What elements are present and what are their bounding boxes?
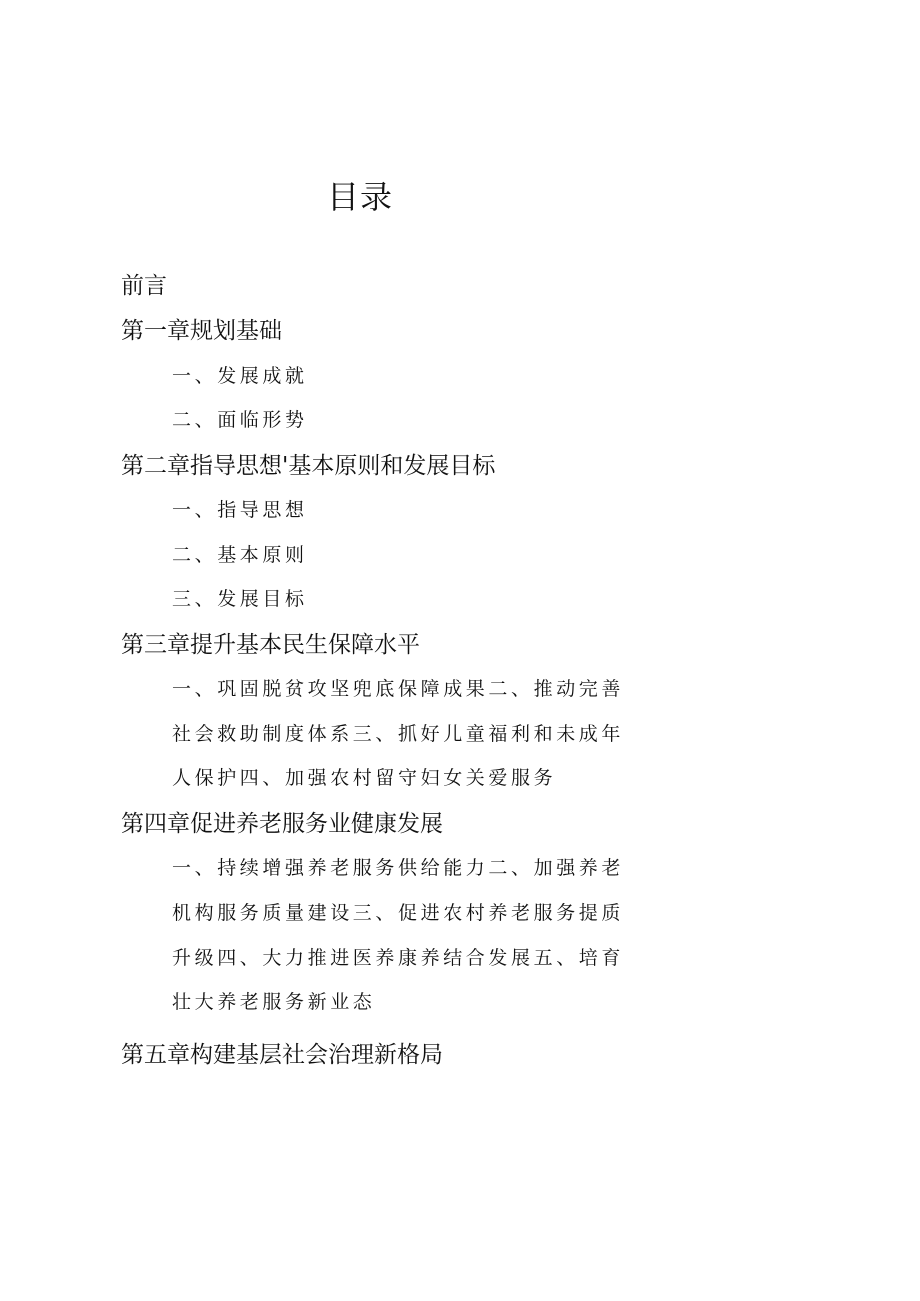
chapter-2-item: 三、发展目标 — [172, 588, 308, 610]
chapter-4-line: 壮大养老服务新业态 — [172, 991, 376, 1013]
chapter-2-item: 一、指导思想 — [172, 499, 308, 521]
chapter-2-title: 第二章指导思想'基本原则和发展目标 — [121, 453, 496, 479]
chapter-5-title: 第五章构建基层社会治理新格局 — [121, 1042, 443, 1068]
chapter-4-line: 机构服务质量建设三、促进农村养老服务提质 — [172, 902, 625, 924]
chapter-2-item: 二、基本原则 — [172, 544, 308, 566]
chapter-4-line: 升级四、大力推进医养康养结合发展五、培育 — [172, 947, 625, 969]
chapter-4-line: 一、持续增强养老服务供给能力二、加强养老 — [172, 857, 625, 879]
chapter-3-line: 一、巩固脱贫攻坚兜底保障成果二、推动完善 — [172, 678, 625, 700]
chapter-1-item: 二、面临形势 — [172, 409, 308, 431]
chapter-3-title: 第三章提升基本民生保障水平 — [121, 632, 420, 658]
chapter-1-item: 一、发展成就 — [172, 365, 308, 387]
chapter-3-line: 社会救助制度体系三、抓好儿童福利和未成年 — [172, 723, 625, 745]
toc-title: 目录 — [326, 178, 393, 216]
toc-preface: 前言 — [121, 273, 167, 299]
chapter-4-title: 第四章促进养老服务业健康发展 — [121, 811, 443, 837]
chapter-1-title: 第一章规划基础 — [121, 318, 282, 344]
chapter-3-line: 人保护四、加强农村留守妇女关爱服务 — [172, 767, 557, 789]
